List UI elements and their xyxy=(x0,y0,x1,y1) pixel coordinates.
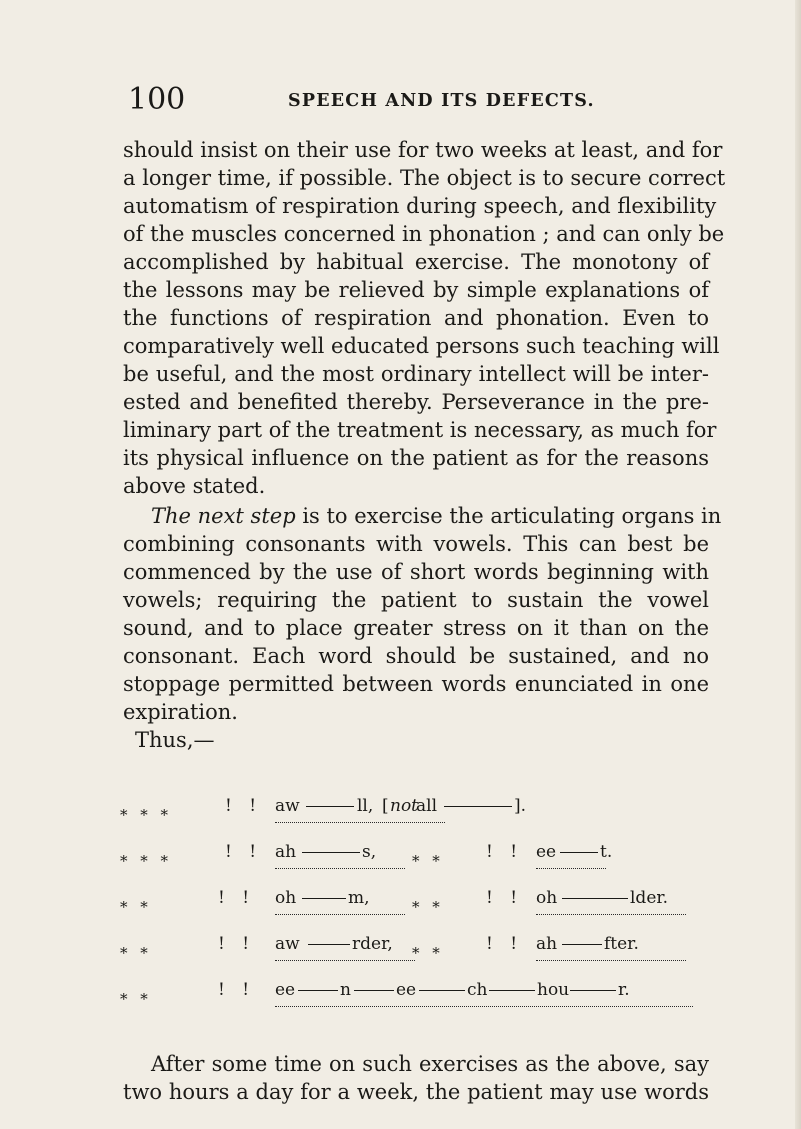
syllable: aw xyxy=(275,796,300,816)
dash xyxy=(570,990,616,991)
dotted-rule xyxy=(536,914,686,915)
dash xyxy=(560,852,598,853)
paragraph-2-first-line xyxy=(123,502,722,530)
syllable: rder, xyxy=(352,934,393,954)
syllable: ee xyxy=(275,980,296,1000)
syllable: hou xyxy=(537,980,570,1000)
text-line: the lessons may be relieved by simple explanations of xyxy=(123,278,709,302)
exercise-row xyxy=(120,842,720,872)
exclamations: ! ! xyxy=(225,842,263,862)
dash xyxy=(562,898,628,899)
asterisks: * * xyxy=(120,898,152,916)
asterisks: * * xyxy=(412,898,444,916)
exercise-row xyxy=(120,980,720,1010)
dash xyxy=(306,806,354,807)
dotted-rule xyxy=(275,868,405,869)
dash xyxy=(354,990,394,991)
syllable: all xyxy=(416,796,438,816)
text-line: automatism of respiration during speech, and flexibility xyxy=(123,194,717,218)
syllable: s, xyxy=(362,842,377,862)
text-line: the functions of respiration and phonation. Even to xyxy=(123,306,709,330)
syllable: oh xyxy=(536,888,558,908)
text-line: comparatively well educated persons such teaching will xyxy=(123,334,720,358)
exclamations: ! ! xyxy=(486,842,524,862)
dash xyxy=(489,990,535,991)
text-line: vowels; requiring the patient to sustain the vowel xyxy=(123,588,709,612)
exclamations: ! ! xyxy=(486,934,524,954)
dotted-rule xyxy=(275,960,415,961)
syllable: aw xyxy=(275,934,300,954)
exclamations: ! ! xyxy=(218,888,256,908)
text-run: is to exercise the articulating organs in xyxy=(295,504,722,528)
syllable: ee xyxy=(536,842,557,862)
syllable: lder. xyxy=(630,888,669,908)
dotted-rule xyxy=(536,960,686,961)
asterisks: * * xyxy=(120,990,152,1008)
syllable: oh xyxy=(275,888,297,908)
exercise-row xyxy=(120,934,720,964)
text-line: combining consonants with vowels. This can best be xyxy=(123,532,709,556)
text-line: stoppage permitted between words enunciated in one xyxy=(123,672,709,696)
page-edge xyxy=(795,0,801,1129)
asterisks: * * * xyxy=(120,806,173,824)
text-line: a longer time, if possible. The object is to secure correct xyxy=(123,166,726,190)
text-line: ested and benefited thereby. Perseverance in the pre- xyxy=(123,390,709,414)
text-line: above stated. xyxy=(123,474,266,498)
syllable: ee xyxy=(396,980,417,1000)
syllable: r. xyxy=(618,980,630,1000)
exclamations: ! ! xyxy=(218,934,256,954)
dotted-rule xyxy=(536,868,606,869)
syllable: ah xyxy=(536,934,558,954)
syllable: fter. xyxy=(604,934,639,954)
page-header xyxy=(128,82,748,122)
italic-word: not xyxy=(390,796,419,816)
thus-line: Thus,— xyxy=(135,728,215,752)
text-line: its physical influence on the patient as for the reasons xyxy=(123,446,709,470)
text-line: sound, and to place greater stress on it than on the xyxy=(123,616,709,640)
syllable: n xyxy=(340,980,351,1000)
asterisks: * * xyxy=(412,852,444,870)
syllable: ch xyxy=(467,980,488,1000)
exclamations: ! ! xyxy=(486,888,524,908)
syllable: t. xyxy=(600,842,613,862)
exercise-list xyxy=(120,796,720,1036)
asterisks: * * xyxy=(412,944,444,962)
asterisks: * * xyxy=(120,944,152,962)
bracket: ]. xyxy=(514,796,527,816)
page-number: 100 xyxy=(128,82,186,117)
text-line: consonant. Each word should be sustained, and no xyxy=(123,644,709,668)
dash xyxy=(302,898,346,899)
dash xyxy=(419,990,465,991)
dotted-rule xyxy=(275,1006,693,1007)
dash xyxy=(308,944,350,945)
dotted-rule xyxy=(275,914,405,915)
dash xyxy=(562,944,602,945)
text-line: commenced by the use of short words beginning with xyxy=(123,560,709,584)
exclamations: ! ! xyxy=(225,796,263,816)
syllable: ll, xyxy=(357,796,374,816)
running-title: SPEECH AND ITS DEFECTS. xyxy=(288,91,595,111)
dash xyxy=(302,852,360,853)
bracket: [ xyxy=(382,796,389,816)
syllable: m, xyxy=(348,888,370,908)
dash xyxy=(444,806,512,807)
text-line: of the muscles concerned in phonation ; and can only be xyxy=(123,222,725,246)
text-line: should insist on their use for two weeks at least, and for xyxy=(123,138,723,162)
exercise-row xyxy=(120,796,720,826)
dotted-rule xyxy=(275,822,445,823)
exclamations: ! ! xyxy=(218,980,256,1000)
italic-phrase: The next step xyxy=(151,504,296,528)
dash xyxy=(298,990,338,991)
text-line: be useful, and the most ordinary intellect will be inter- xyxy=(123,362,709,386)
text-line: two hours a day for a week, the patient may use words xyxy=(123,1080,709,1104)
text-line: liminary part of the treatment is necessary, as much for xyxy=(123,418,717,442)
exercise-row xyxy=(120,888,720,918)
text-line: expiration. xyxy=(123,700,238,724)
syllable: ah xyxy=(275,842,297,862)
asterisks: * * * xyxy=(120,852,173,870)
text-line: After some time on such exercises as the above, say xyxy=(151,1052,709,1076)
text-line: accomplished by habitual exercise. The monotony of xyxy=(123,250,709,274)
